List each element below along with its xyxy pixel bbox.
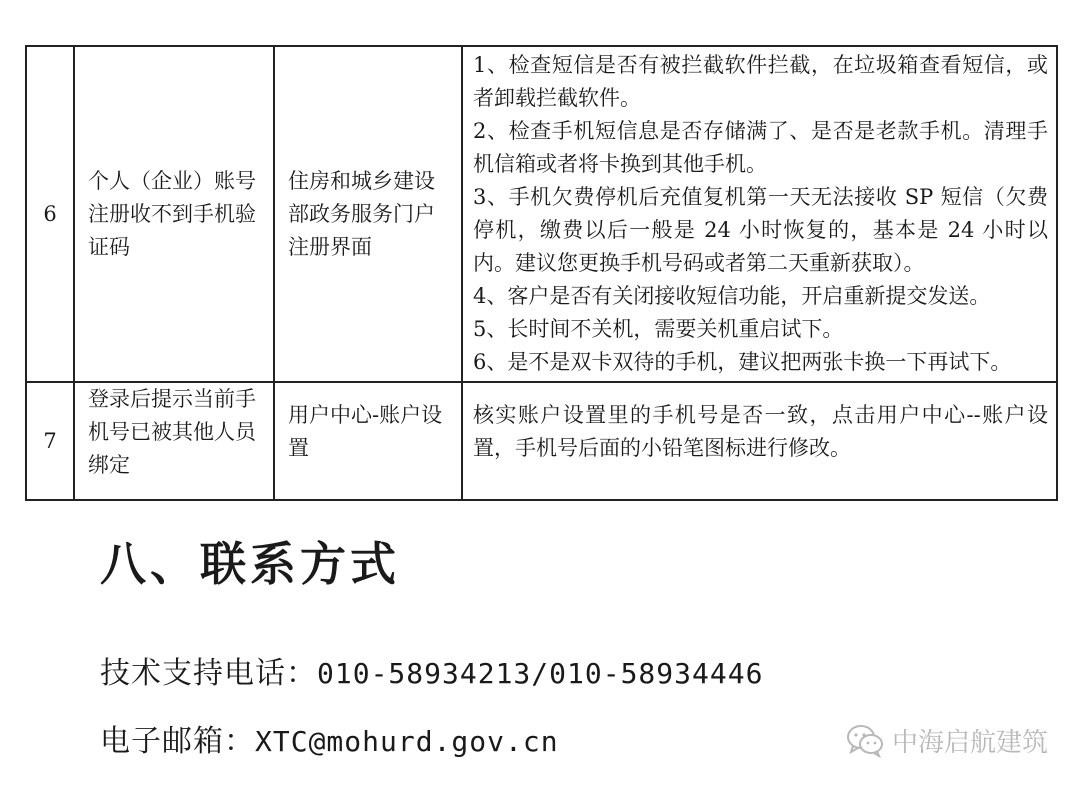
solution-step: 5、长时间不关机，需要关机重启试下。 (473, 317, 844, 341)
row-number: 7 (26, 382, 74, 500)
problem-description: 个人（企业）账号注册收不到手机验证码 (74, 46, 274, 382)
solution-step: 核实账户设置里的手机号是否一致，点击用户中心--账户设置，手机号后面的小铅笔图标进行修改。 (473, 403, 1048, 460)
faq-table (25, 45, 1058, 501)
solution-step: 2、检查手机短信息是否存储满了、是否是老款手机。清理手机信箱或者将卡换到其他手机。 (473, 119, 1048, 176)
watermark-text: 中海启航建筑 (891, 728, 1048, 758)
solution-step: 1、检查短信是否有被拦截软件拦截，在垃圾箱查看短信，或者卸载拦截软件。 (473, 53, 1048, 110)
email-line (100, 716, 559, 760)
watermark (846, 722, 1048, 759)
problem-description: 登录后提示当前手机号已被其他人员绑定 (74, 382, 274, 500)
phone-number[interactable]: 010-58934213/010-58934446 (317, 657, 764, 690)
email-label: 电子邮箱： (100, 724, 255, 759)
solution-step: 4、客户是否有关闭接收短信功能，开启重新提交发送。 (473, 284, 991, 308)
phone-label: 技术支持电话： (100, 656, 317, 691)
solution-step: 6、是不是双卡双待的手机，建议把两张卡换一下再试下。 (473, 350, 1012, 374)
table-row (26, 382, 1057, 500)
solution-cell (462, 46, 1057, 382)
problem-location: 用户中心-账户设置 (274, 382, 462, 500)
phone-line (100, 648, 763, 692)
solution-cell (462, 382, 1057, 500)
solution-step: 3、手机欠费停机后充值复机第一天无法接收 SP 短信（欠费停机，缴费以后一般是 24 小时恢复的，基本是 24 小时以内。建议您更换手机号码或者第二天重新获取）。 (473, 185, 1048, 275)
wechat-icon (846, 724, 884, 758)
problem-location: 住房和城乡建设部政务服务门户注册界面 (274, 46, 462, 382)
table-row (26, 46, 1057, 382)
section-heading: 八、联系方式 (100, 537, 400, 591)
email-address[interactable]: XTC@mohurd.gov.cn (255, 725, 559, 758)
row-number: 6 (26, 46, 74, 382)
